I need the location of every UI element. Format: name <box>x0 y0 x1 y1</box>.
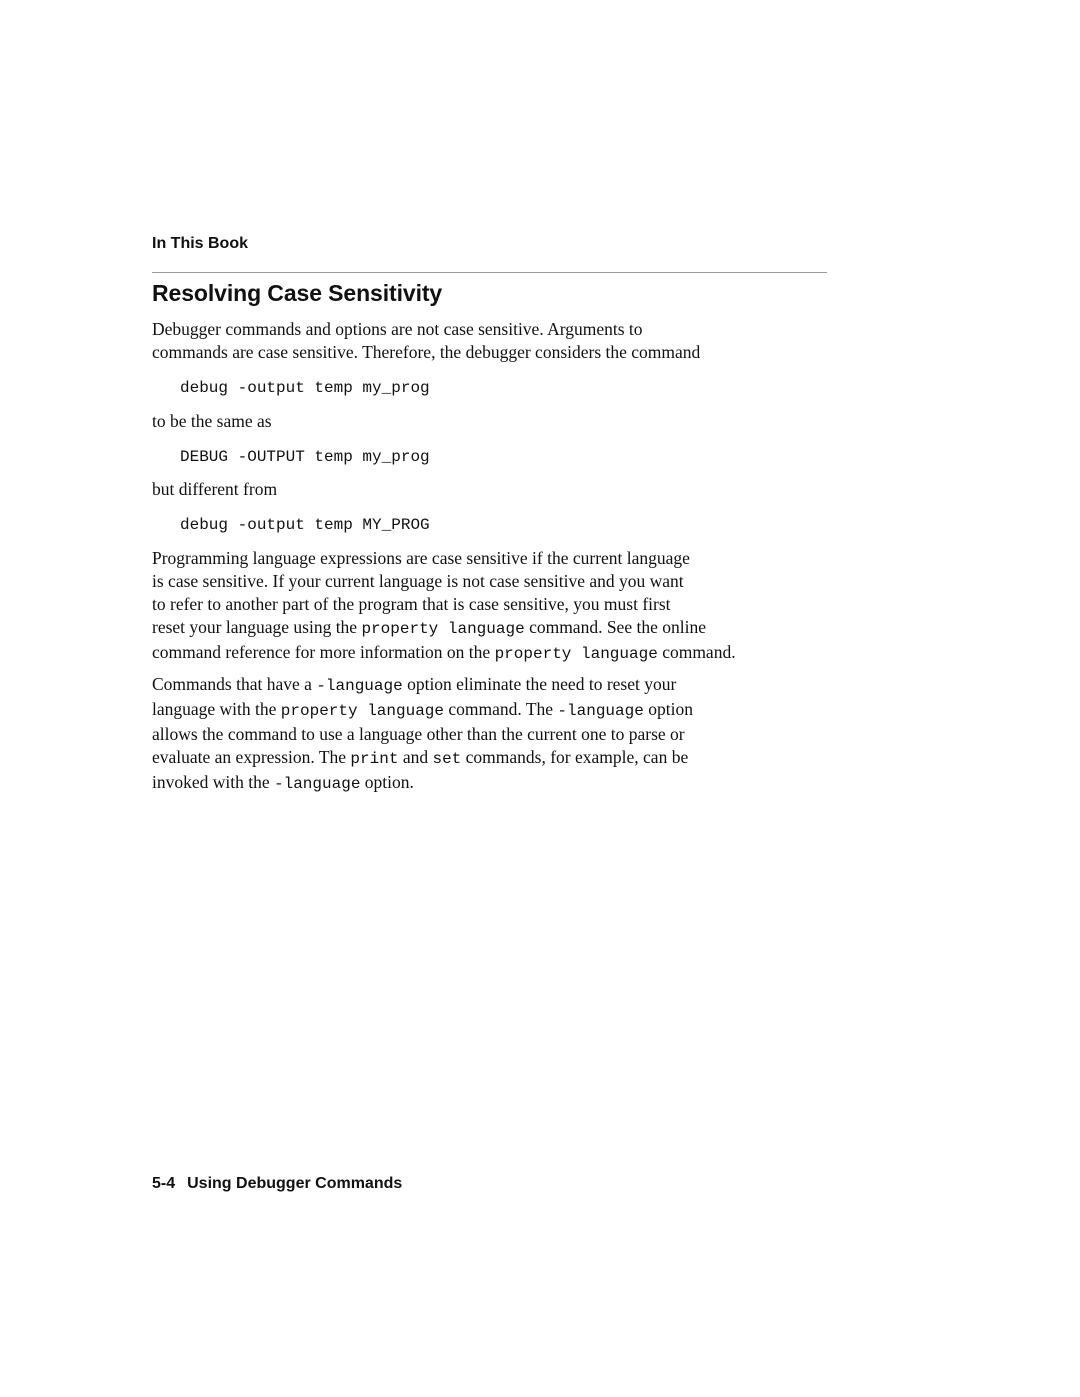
inline-code-language-option: -language <box>274 775 361 793</box>
para2-line-4a: reset your language using the <box>152 617 362 637</box>
section-title: Resolving Case Sensitivity <box>152 280 443 306</box>
inline-code-print: print <box>350 750 399 768</box>
para2-line-5a: command reference for more information on the <box>152 642 495 662</box>
code-example-2: DEBUG -OUTPUT temp my_prog <box>180 448 430 466</box>
intro-line-2: commands are case sensitive. Therefore, the debugger considers the command <box>152 342 701 362</box>
para3-line-3: allows the command to use a language other than the current one to parse or <box>152 724 685 744</box>
para2-line-2: is case sensitive. If your current language is not case sensitive and you want <box>152 571 684 591</box>
page-footer <box>152 1174 402 1194</box>
code-example-3: debug -output temp MY_PROG <box>180 516 430 534</box>
para3-line-1a: Commands that have a <box>152 674 317 694</box>
page-number: 5-4 <box>152 1175 176 1192</box>
para3-line-4a: evaluate an expression. The <box>152 747 351 767</box>
running-head: In This Book <box>152 235 248 252</box>
para2-line-4b: command. See the online <box>524 617 706 637</box>
para3-line-1b: option eliminate the need to reset your <box>402 674 677 694</box>
different-from-text: but different from <box>152 479 278 499</box>
inline-code-property-language: property language <box>494 645 658 663</box>
code-example-1: debug -output temp my_prog <box>180 379 430 397</box>
para3-line-5a: invoked with the <box>152 772 274 792</box>
intro-paragraph <box>152 318 842 364</box>
inline-code-property-language: property language <box>280 702 445 720</box>
para3-line-4c: commands, for example, can be <box>461 747 689 767</box>
para2-line-1: Programming language expressions are case sensitive if the current language <box>152 548 690 568</box>
inline-code-language-option: -language <box>316 677 403 695</box>
case-sensitivity-paragraph <box>152 547 842 666</box>
para2-line-3: to refer to another part of the program that is case sensitive, you must first <box>152 594 671 614</box>
inline-code-language-option: -language <box>557 702 644 720</box>
para2-line-5b: command. <box>657 642 736 662</box>
inline-code-set: set <box>432 750 462 768</box>
intro-line-1: Debugger commands and options are not case sensitive. Arguments to <box>152 319 643 339</box>
chapter-title: Using Debugger Commands <box>187 1175 403 1192</box>
para3-line-2a: language with the <box>152 699 281 719</box>
para3-line-2c: option <box>643 699 693 719</box>
para3-line-5b: option. <box>360 772 414 792</box>
inline-code-property-language: property language <box>361 620 525 638</box>
header-rule <box>152 272 827 273</box>
same-as-text: to be the same as <box>152 411 272 431</box>
para3-line-4b: and <box>398 747 433 767</box>
para3-line-2b: command. The <box>444 699 558 719</box>
language-option-paragraph <box>152 673 842 796</box>
